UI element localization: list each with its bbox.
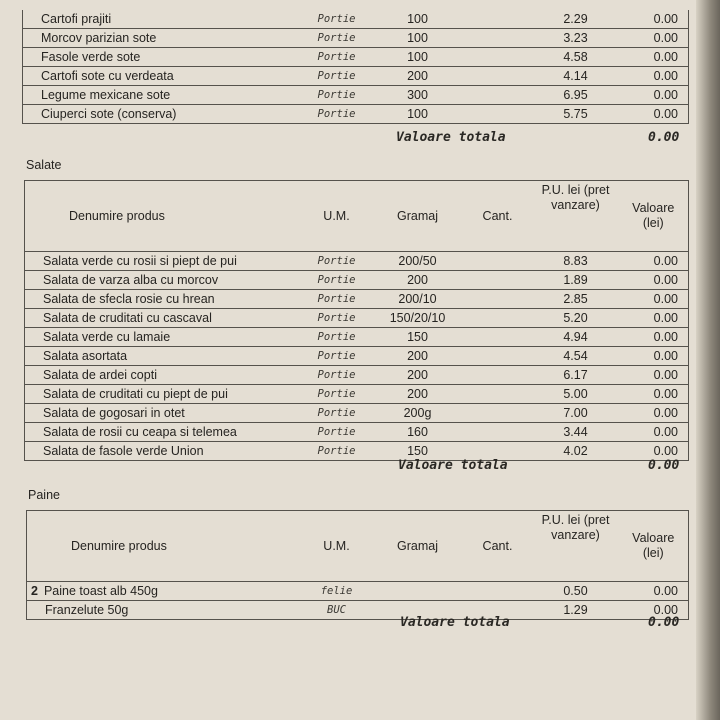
unit bbox=[301, 271, 373, 290]
value-text: 0.00 bbox=[653, 584, 678, 598]
value bbox=[619, 29, 689, 48]
product-name bbox=[25, 290, 301, 309]
product-name-text: Ciuperci sote (conserva) bbox=[41, 107, 177, 121]
unit-price-text: 2.29 bbox=[563, 12, 588, 26]
unit-text: Portie bbox=[317, 312, 356, 324]
unit-price-text: 4.02 bbox=[563, 444, 588, 458]
product-name-text: Fasole verde sote bbox=[41, 50, 141, 64]
section-title-salate: Salate bbox=[26, 158, 62, 172]
quantity-cell[interactable] bbox=[463, 423, 533, 442]
value bbox=[619, 366, 689, 385]
gramaj-text: 100 bbox=[407, 107, 428, 121]
table-row bbox=[25, 290, 689, 309]
unit-text: Portie bbox=[317, 350, 356, 362]
unit bbox=[301, 309, 373, 328]
gramaj-text: 100 bbox=[407, 31, 428, 45]
gramaj-text: 200 bbox=[407, 368, 428, 382]
salate-total-label: Valoare totala bbox=[398, 458, 508, 473]
product-name-text: Salata de rosii cu ceapa si telemea bbox=[43, 425, 237, 439]
unit-text: Portie bbox=[317, 274, 356, 286]
product-name-text: Paine toast alb 450g bbox=[43, 584, 158, 598]
value bbox=[619, 105, 689, 124]
unit-price bbox=[533, 442, 619, 461]
value-text: 0.00 bbox=[653, 425, 678, 439]
unit-price-text: 5.20 bbox=[563, 311, 588, 325]
product-name-text: Salata de sfecla rosie cu hrean bbox=[43, 292, 215, 306]
quantity-cell[interactable] bbox=[463, 366, 533, 385]
gramaj-text: 200/10 bbox=[398, 292, 437, 306]
value-text: 0.00 bbox=[653, 254, 678, 268]
product-name bbox=[23, 67, 301, 86]
product-name bbox=[25, 271, 301, 290]
unit-price bbox=[533, 423, 619, 442]
quantity-cell[interactable] bbox=[463, 10, 533, 29]
quantity-cell[interactable] bbox=[463, 385, 533, 404]
unit bbox=[301, 290, 373, 309]
header-valoare: Valoare (lei) bbox=[619, 511, 689, 582]
product-name-text: Salata verde cu rosii si piept de pui bbox=[43, 254, 237, 268]
unit-text: felie bbox=[320, 585, 353, 597]
value bbox=[619, 271, 689, 290]
gramaj bbox=[373, 309, 463, 328]
product-name bbox=[25, 252, 301, 271]
gramaj bbox=[373, 271, 463, 290]
garnituri-total-label: Valoare totala bbox=[396, 130, 506, 145]
unit-price bbox=[533, 252, 619, 271]
unit-text: Portie bbox=[317, 51, 356, 63]
gramaj-text: 100 bbox=[407, 50, 428, 64]
unit-price-text: 1.89 bbox=[563, 273, 588, 287]
value-text: 0.00 bbox=[653, 387, 678, 401]
product-name-text: Salata de gogosari in otet bbox=[43, 406, 185, 420]
unit-text: Portie bbox=[317, 13, 356, 25]
value-text: 0.00 bbox=[653, 50, 678, 64]
quantity-cell[interactable] bbox=[463, 328, 533, 347]
product-name-text: Salata verde cu lamaie bbox=[43, 330, 171, 344]
unit bbox=[301, 48, 373, 67]
unit bbox=[301, 105, 373, 124]
gramaj bbox=[373, 423, 463, 442]
unit bbox=[301, 10, 373, 29]
quantity-cell[interactable] bbox=[463, 404, 533, 423]
value bbox=[619, 67, 689, 86]
unit bbox=[301, 601, 373, 620]
unit-price-text: 5.00 bbox=[563, 387, 588, 401]
quantity-cell[interactable] bbox=[463, 347, 533, 366]
product-name bbox=[25, 442, 301, 461]
unit-text: Portie bbox=[317, 293, 356, 305]
value-text: 0.00 bbox=[653, 349, 678, 363]
section-title-paine: Paine bbox=[28, 488, 60, 502]
row-index: 2 bbox=[31, 584, 38, 598]
value-text: 0.00 bbox=[653, 330, 678, 344]
table-row bbox=[25, 442, 689, 461]
gramaj-text: 150/20/10 bbox=[389, 311, 446, 325]
unit-price bbox=[533, 48, 619, 67]
header-denumire: Denumire produs bbox=[25, 181, 301, 252]
table-row bbox=[25, 385, 689, 404]
quantity-cell[interactable] bbox=[463, 29, 533, 48]
value bbox=[619, 252, 689, 271]
product-name-text: Franzelute 50g bbox=[45, 603, 129, 617]
unit-price-text: 8.83 bbox=[563, 254, 588, 268]
table-row bbox=[23, 48, 689, 67]
product-name-text: Cartofi prajiti bbox=[41, 12, 112, 26]
table-row bbox=[23, 105, 689, 124]
gramaj-text: 160 bbox=[407, 425, 428, 439]
garnituri-table bbox=[22, 10, 689, 124]
unit-text: Portie bbox=[317, 407, 356, 419]
product-name bbox=[25, 309, 301, 328]
gramaj bbox=[373, 86, 463, 105]
table-row bbox=[25, 309, 689, 328]
unit-price bbox=[533, 347, 619, 366]
gramaj bbox=[373, 10, 463, 29]
unit-price-text: 6.95 bbox=[563, 88, 588, 102]
unit-price bbox=[533, 67, 619, 86]
value bbox=[619, 328, 689, 347]
gramaj-text: 150 bbox=[407, 330, 428, 344]
header-cant: Cant. bbox=[463, 181, 533, 252]
unit-price-text: 4.94 bbox=[563, 330, 588, 344]
product-name bbox=[25, 404, 301, 423]
unit-price-text: 0.50 bbox=[563, 584, 588, 598]
value-text: 0.00 bbox=[653, 311, 678, 325]
unit-text: Portie bbox=[317, 445, 356, 457]
unit-price bbox=[533, 328, 619, 347]
quantity-cell[interactable] bbox=[463, 48, 533, 67]
unit-price bbox=[533, 309, 619, 328]
value bbox=[619, 86, 689, 105]
gramaj bbox=[373, 404, 463, 423]
unit-price-text: 1.29 bbox=[563, 603, 588, 617]
value-text: 0.00 bbox=[653, 107, 678, 121]
value bbox=[619, 309, 689, 328]
table-row bbox=[23, 29, 689, 48]
unit-price-text: 3.23 bbox=[563, 31, 588, 45]
header-valoare: Valoare (lei) bbox=[619, 181, 689, 252]
unit-price bbox=[533, 86, 619, 105]
unit-price bbox=[533, 582, 619, 601]
product-name-text: Salata de fasole verde Union bbox=[43, 444, 204, 458]
quantity-cell[interactable] bbox=[463, 582, 533, 601]
unit-price bbox=[533, 271, 619, 290]
product-name bbox=[27, 582, 301, 601]
unit bbox=[301, 347, 373, 366]
gramaj-text: 100 bbox=[407, 12, 428, 26]
value-text: 0.00 bbox=[653, 603, 678, 617]
unit-price bbox=[533, 404, 619, 423]
unit-price bbox=[533, 105, 619, 124]
table-row bbox=[27, 601, 689, 620]
gramaj bbox=[373, 252, 463, 271]
value-text: 0.00 bbox=[653, 292, 678, 306]
gramaj-text: 200 bbox=[407, 273, 428, 287]
product-name-text: Salata de cruditati cu cascaval bbox=[43, 311, 212, 325]
unit bbox=[301, 385, 373, 404]
unit bbox=[301, 67, 373, 86]
salate-total-value: 0.00 bbox=[648, 458, 680, 473]
value bbox=[619, 582, 689, 601]
gramaj bbox=[373, 67, 463, 86]
table-row bbox=[25, 271, 689, 290]
unit-text: BUC bbox=[327, 604, 346, 616]
unit-text: Portie bbox=[317, 255, 356, 267]
gramaj bbox=[373, 328, 463, 347]
gramaj-text: 300 bbox=[407, 88, 428, 102]
product-name bbox=[23, 29, 301, 48]
unit-text: Portie bbox=[317, 369, 356, 381]
table-row bbox=[25, 252, 689, 271]
unit-text: Portie bbox=[317, 89, 356, 101]
value bbox=[619, 347, 689, 366]
unit bbox=[301, 328, 373, 347]
unit bbox=[301, 404, 373, 423]
gramaj bbox=[373, 347, 463, 366]
page-edge-shadow bbox=[696, 0, 720, 720]
gramaj bbox=[373, 290, 463, 309]
value-text: 0.00 bbox=[653, 444, 678, 458]
unit-text: Portie bbox=[317, 331, 356, 343]
quantity-cell[interactable] bbox=[463, 105, 533, 124]
salate-header-row bbox=[25, 181, 689, 252]
unit bbox=[301, 582, 373, 601]
header-gramaj: Gramaj bbox=[373, 181, 463, 252]
garnituri-total-value: 0.00 bbox=[648, 130, 680, 145]
unit-price bbox=[533, 29, 619, 48]
product-name bbox=[27, 601, 301, 620]
value-text: 0.00 bbox=[653, 69, 678, 83]
header-um: U.M. bbox=[301, 181, 373, 252]
unit bbox=[301, 442, 373, 461]
unit-price-text: 3.44 bbox=[563, 425, 588, 439]
product-name-text: Salata de ardei copti bbox=[43, 368, 157, 382]
value bbox=[619, 423, 689, 442]
table-row bbox=[23, 67, 689, 86]
value-text: 0.00 bbox=[653, 88, 678, 102]
product-name-text: Salata de cruditati cu piept de pui bbox=[43, 387, 228, 401]
value bbox=[619, 385, 689, 404]
paine-table bbox=[26, 510, 689, 620]
gramaj-text: 150 bbox=[407, 444, 428, 458]
table-row bbox=[25, 347, 689, 366]
product-name-text: Cartofi sote cu verdeata bbox=[41, 69, 174, 83]
product-name bbox=[23, 10, 301, 29]
product-name bbox=[25, 385, 301, 404]
unit-text: Portie bbox=[317, 388, 356, 400]
product-name bbox=[23, 86, 301, 105]
unit bbox=[301, 366, 373, 385]
paine-total-label: Valoare totala bbox=[400, 615, 510, 630]
unit-price-text: 4.14 bbox=[563, 69, 588, 83]
unit-text: Portie bbox=[317, 70, 356, 82]
product-name-text: Morcov parizian sote bbox=[41, 31, 157, 45]
value-text: 0.00 bbox=[653, 31, 678, 45]
table-row bbox=[25, 423, 689, 442]
table-row bbox=[25, 328, 689, 347]
product-name bbox=[25, 366, 301, 385]
unit bbox=[301, 252, 373, 271]
unit-text: Portie bbox=[317, 426, 356, 438]
table-row bbox=[25, 366, 689, 385]
unit-price-text: 2.85 bbox=[563, 292, 588, 306]
header-um: U.M. bbox=[301, 511, 373, 582]
header-pu: P.U. lei (pret vanzare) bbox=[533, 511, 619, 582]
header-pu: P.U. lei (pret vanzare) bbox=[533, 181, 619, 252]
quantity-cell[interactable] bbox=[463, 86, 533, 105]
value bbox=[619, 404, 689, 423]
product-name bbox=[25, 328, 301, 347]
unit-price bbox=[533, 385, 619, 404]
product-name bbox=[25, 423, 301, 442]
value-text: 0.00 bbox=[653, 273, 678, 287]
gramaj-text: 200/50 bbox=[398, 254, 437, 268]
paine-header-row bbox=[27, 511, 689, 582]
value-text: 0.00 bbox=[653, 406, 678, 420]
unit-price bbox=[533, 290, 619, 309]
unit bbox=[301, 423, 373, 442]
header-gramaj: Gramaj bbox=[373, 511, 463, 582]
gramaj bbox=[373, 366, 463, 385]
unit-price bbox=[533, 601, 619, 620]
quantity-cell[interactable] bbox=[463, 67, 533, 86]
value bbox=[619, 10, 689, 29]
product-name bbox=[25, 347, 301, 366]
quantity-cell[interactable] bbox=[463, 290, 533, 309]
gramaj bbox=[373, 385, 463, 404]
product-name bbox=[23, 48, 301, 67]
unit-price bbox=[533, 10, 619, 29]
table-row bbox=[27, 582, 689, 601]
product-name-text: Salata asortata bbox=[43, 349, 128, 363]
quantity-cell[interactable] bbox=[463, 309, 533, 328]
unit-price-text: 6.17 bbox=[563, 368, 588, 382]
product-name bbox=[23, 105, 301, 124]
unit-price-text: 4.54 bbox=[563, 349, 588, 363]
header-cant: Cant. bbox=[463, 511, 533, 582]
value bbox=[619, 48, 689, 67]
gramaj bbox=[373, 582, 463, 601]
gramaj bbox=[373, 29, 463, 48]
table-row bbox=[23, 10, 689, 29]
header-denumire: Denumire produs bbox=[27, 511, 301, 582]
value bbox=[619, 290, 689, 309]
quantity-cell[interactable] bbox=[463, 271, 533, 290]
gramaj bbox=[373, 48, 463, 67]
unit bbox=[301, 29, 373, 48]
unit bbox=[301, 86, 373, 105]
product-name-text: Salata de varza alba cu morcov bbox=[43, 273, 219, 287]
value-text: 0.00 bbox=[653, 368, 678, 382]
unit-price-text: 4.58 bbox=[563, 50, 588, 64]
unit-price bbox=[533, 366, 619, 385]
paine-total-value: 0.00 bbox=[648, 615, 680, 630]
unit-price-text: 7.00 bbox=[563, 406, 588, 420]
unit-text: Portie bbox=[317, 32, 356, 44]
quantity-cell[interactable] bbox=[463, 252, 533, 271]
gramaj-text: 200 bbox=[407, 387, 428, 401]
value-text: 0.00 bbox=[653, 12, 678, 26]
gramaj-text: 200g bbox=[403, 406, 432, 420]
gramaj-text: 200 bbox=[407, 69, 428, 83]
unit-price-text: 5.75 bbox=[563, 107, 588, 121]
salate-table bbox=[24, 180, 689, 461]
table-row bbox=[25, 404, 689, 423]
table-row bbox=[23, 86, 689, 105]
gramaj bbox=[373, 105, 463, 124]
unit-text: Portie bbox=[317, 108, 356, 120]
gramaj-text: 200 bbox=[407, 349, 428, 363]
product-name-text: Legume mexicane sote bbox=[41, 88, 171, 102]
